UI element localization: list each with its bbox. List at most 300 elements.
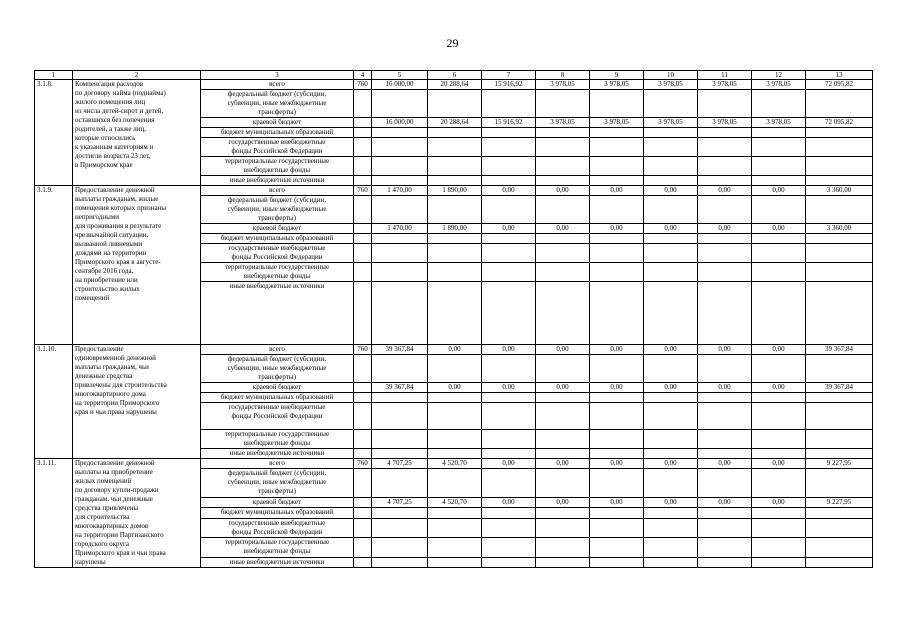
description-line: непригодными — [75, 213, 120, 221]
value-cell — [752, 557, 806, 567]
column-header-6: 6 — [428, 71, 482, 80]
value-cell — [644, 138, 698, 157]
value-cell — [536, 282, 590, 345]
description-line: единовременной денежной — [75, 354, 156, 362]
funding-source-line: внебюджетные фонды — [243, 547, 311, 556]
description-line: многоквартирных домов — [75, 522, 149, 530]
value-cell — [372, 90, 428, 118]
funding-source-line: всего — [269, 80, 285, 88]
value-cell — [590, 138, 644, 157]
description-line: которые относились — [75, 134, 136, 142]
description-line: средства привлечены — [75, 504, 139, 512]
value-cell: 0,00 — [752, 459, 806, 469]
value-cell — [428, 263, 482, 282]
value-cell — [590, 157, 644, 176]
column-header-13: 13 — [806, 71, 873, 80]
funding-source-line: территориальные государственные — [224, 157, 330, 165]
value-cell — [644, 518, 698, 538]
code-cell — [354, 469, 372, 498]
value-cell — [698, 469, 752, 498]
funding-source-line: иные внебюджетные источники — [229, 449, 325, 457]
value-cell — [806, 538, 873, 558]
value-cell — [482, 403, 536, 430]
code-cell — [354, 355, 372, 383]
funding-source — [201, 538, 354, 558]
description-line: выплаты гражданам, чьи — [75, 363, 149, 371]
description-line: помещения которых признаны — [75, 204, 167, 212]
value-cell — [590, 508, 644, 518]
funding-source-line: бюджет муниципальных образований — [220, 393, 334, 401]
value-cell: 0,00 — [482, 459, 536, 469]
value-cell — [752, 449, 806, 459]
description-line: края и чьи права нарушены — [75, 408, 157, 416]
value-cell: 0,00 — [752, 224, 806, 234]
value-cell — [698, 244, 752, 263]
value-cell — [752, 430, 806, 449]
funding-source-line: внебюджетные фонды — [243, 166, 311, 174]
value-cell — [752, 282, 806, 345]
funding-source — [201, 383, 354, 393]
value-cell — [644, 469, 698, 498]
funding-source — [201, 224, 354, 234]
value-cell: 3 978,05 — [536, 118, 590, 128]
value-cell — [698, 128, 752, 138]
value-cell — [806, 128, 873, 138]
value-cell — [752, 157, 806, 176]
section-id: 3.1.9. — [35, 186, 73, 345]
funding-source — [201, 355, 354, 383]
value-cell — [806, 234, 873, 244]
description-line: привлечены для строительства — [75, 381, 167, 389]
value-cell — [536, 508, 590, 518]
description-line: на приобретение или — [75, 276, 138, 284]
value-cell — [536, 244, 590, 263]
value-cell — [644, 557, 698, 567]
column-header-3: 3 — [201, 71, 354, 80]
value-cell: 0,00 — [644, 224, 698, 234]
funding-source-line: всего — [269, 186, 285, 194]
description-line: на территории Приморского — [75, 399, 160, 407]
value-cell: 0,00 — [482, 383, 536, 393]
funding-source-line: государственные внебюджетные — [228, 518, 326, 527]
value-cell — [428, 518, 482, 538]
value-cell — [644, 282, 698, 345]
value-cell — [536, 138, 590, 157]
code-cell — [354, 383, 372, 393]
value-cell — [536, 449, 590, 459]
funding-source-line: трансферты) — [258, 487, 296, 496]
value-cell: 3 360,00 — [806, 186, 873, 196]
value-cell — [536, 430, 590, 449]
table-row — [35, 459, 873, 469]
value-cell — [536, 128, 590, 138]
value-cell — [752, 508, 806, 518]
value-cell — [536, 403, 590, 430]
description-line: нарушены — [75, 558, 106, 566]
value-cell: 20 288,64 — [428, 80, 482, 90]
value-cell — [752, 244, 806, 263]
value-cell: 0,00 — [644, 498, 698, 508]
funding-source — [201, 244, 354, 263]
value-cell: 15 916,92 — [482, 118, 536, 128]
value-cell — [482, 234, 536, 244]
value-cell — [698, 393, 752, 403]
code-cell: 760 — [354, 345, 372, 355]
funding-source-line: внебюджетные фонды — [243, 272, 311, 280]
value-cell: 0,00 — [698, 459, 752, 469]
description-line: на территории Партизанского — [75, 531, 164, 539]
value-cell — [698, 449, 752, 459]
value-cell — [806, 508, 873, 518]
description-line: Предоставление денежной — [75, 186, 155, 194]
value-cell: 0,00 — [482, 498, 536, 508]
code-cell — [354, 118, 372, 128]
value-cell — [644, 449, 698, 459]
value-cell — [806, 196, 873, 224]
value-cell — [806, 90, 873, 118]
value-cell: 9 227,95 — [806, 459, 873, 469]
funding-source-line: бюджет муниципальных образований — [220, 508, 334, 517]
code-cell — [354, 282, 372, 345]
value-cell — [590, 538, 644, 558]
funding-source-line: трансферты) — [258, 108, 296, 116]
funding-source-line: федеральный бюджет (субсидии, — [227, 469, 327, 478]
value-cell — [482, 557, 536, 567]
value-cell: 3 978,05 — [752, 118, 806, 128]
value-cell — [482, 518, 536, 538]
funding-source — [201, 196, 354, 224]
value-cell: 0,00 — [644, 345, 698, 355]
funding-source — [201, 459, 354, 469]
column-header-4: 4 — [354, 71, 372, 80]
value-cell: 0,00 — [536, 186, 590, 196]
value-cell: 0,00 — [590, 498, 644, 508]
value-cell — [482, 176, 536, 186]
column-header-11: 11 — [698, 71, 752, 80]
value-cell: 72 095,82 — [806, 80, 873, 90]
funding-source — [201, 345, 354, 355]
value-cell — [372, 157, 428, 176]
value-cell — [752, 90, 806, 118]
description-line: к указанным категориям и — [75, 143, 154, 151]
funding-source — [201, 118, 354, 128]
description-line: по договору купли-продажи — [75, 486, 159, 494]
value-cell — [590, 244, 644, 263]
description-line: Компенсация расходов — [75, 80, 143, 88]
description-line: денежные средства — [75, 372, 133, 380]
value-cell — [428, 176, 482, 186]
value-cell — [752, 403, 806, 430]
value-cell — [372, 518, 428, 538]
value-cell: 15 916,92 — [482, 80, 536, 90]
value-cell — [698, 355, 752, 383]
value-cell — [482, 244, 536, 263]
description-line: для проживания в результате — [75, 222, 162, 230]
value-cell — [806, 449, 873, 459]
value-cell — [590, 403, 644, 430]
value-cell: 39 367,84 — [372, 383, 428, 393]
description-line: Предоставление денежной — [75, 459, 155, 467]
funding-source-line: фонды Российской Федерации — [231, 253, 323, 261]
funding-source-line: субвенции, иные межбюджетные — [227, 99, 327, 107]
value-cell — [372, 557, 428, 567]
description-line: родителей, а также лиц, — [75, 125, 146, 133]
value-cell — [372, 263, 428, 282]
column-header-1: 1 — [35, 71, 73, 80]
description-line: жилого помещения лиц — [75, 98, 146, 106]
value-cell — [482, 138, 536, 157]
value-cell — [806, 263, 873, 282]
value-cell: 0,00 — [752, 345, 806, 355]
value-cell: 20 288,64 — [428, 118, 482, 128]
code-cell — [354, 393, 372, 403]
value-cell — [752, 128, 806, 138]
funding-source — [201, 128, 354, 138]
code-cell — [354, 224, 372, 234]
value-cell — [752, 176, 806, 186]
value-cell — [482, 128, 536, 138]
value-cell — [536, 234, 590, 244]
value-cell — [372, 469, 428, 498]
value-cell — [482, 508, 536, 518]
value-cell: 0,00 — [590, 224, 644, 234]
value-cell — [590, 90, 644, 118]
code-cell: 760 — [354, 186, 372, 196]
value-cell — [752, 138, 806, 157]
funding-source-line: федеральный бюджет (субсидии, — [227, 196, 327, 204]
funding-source — [201, 90, 354, 118]
funding-source-line: государственные внебюджетные — [228, 244, 326, 252]
value-cell — [482, 538, 536, 558]
value-cell — [752, 518, 806, 538]
value-cell — [482, 469, 536, 498]
value-cell: 16 000,00 — [372, 80, 428, 90]
funding-source-line: территориальные государственные — [224, 430, 330, 438]
value-cell: 0,00 — [698, 224, 752, 234]
description-line: гражданам, чьи денежные — [75, 495, 153, 503]
value-cell: 4 707,25 — [372, 459, 428, 469]
value-cell — [806, 138, 873, 157]
value-cell — [428, 403, 482, 430]
value-cell: 1 470,00 — [372, 224, 428, 234]
header-row — [35, 71, 873, 80]
description-line: из числа детей-сирот и детей, — [75, 107, 164, 115]
funding-source-line: субвенции, иные межбюджетные — [227, 478, 327, 487]
value-cell — [372, 234, 428, 244]
value-cell: 0,00 — [482, 224, 536, 234]
value-cell — [590, 282, 644, 345]
value-cell: 0,00 — [536, 459, 590, 469]
value-cell — [372, 508, 428, 518]
value-cell — [752, 196, 806, 224]
value-cell — [428, 282, 482, 345]
section-id: 3.1.11. — [35, 459, 73, 568]
value-cell — [698, 557, 752, 567]
value-cell — [372, 138, 428, 157]
description-line: выплаты на приобретение — [75, 468, 153, 476]
code-cell: 760 — [354, 459, 372, 469]
value-cell: 4 520,70 — [428, 498, 482, 508]
value-cell — [698, 518, 752, 538]
funding-source-line: бюджет муниципальных образований — [220, 128, 334, 136]
value-cell: 3 978,05 — [590, 118, 644, 128]
code-cell — [354, 518, 372, 538]
value-cell — [482, 393, 536, 403]
value-cell — [482, 449, 536, 459]
column-header-7: 7 — [482, 71, 536, 80]
funding-source-line: государственные внебюджетные — [228, 403, 326, 411]
value-cell — [372, 403, 428, 430]
section-description — [73, 186, 201, 345]
code-cell — [354, 498, 372, 508]
code-cell — [354, 128, 372, 138]
value-cell: 0,00 — [428, 383, 482, 393]
section-id: 3.1.10. — [35, 345, 73, 459]
value-cell — [806, 176, 873, 186]
funding-source — [201, 403, 354, 430]
value-cell: 1 470,00 — [372, 186, 428, 196]
value-cell — [806, 518, 873, 538]
funding-source-line: краевой бюджет — [252, 383, 302, 391]
value-cell: 0,00 — [644, 186, 698, 196]
value-cell: 4 707,25 — [372, 498, 428, 508]
value-cell — [536, 355, 590, 383]
code-cell — [354, 196, 372, 224]
value-cell: 0,00 — [698, 498, 752, 508]
funding-source — [201, 430, 354, 449]
funding-source — [201, 157, 354, 176]
value-cell — [428, 393, 482, 403]
code-cell: 760 — [354, 80, 372, 90]
column-header-12: 12 — [752, 71, 806, 80]
value-cell — [644, 355, 698, 383]
value-cell — [428, 157, 482, 176]
funding-source-line: иные внебюджетные источники — [229, 282, 325, 290]
value-cell — [482, 355, 536, 383]
value-cell — [644, 263, 698, 282]
value-cell — [752, 393, 806, 403]
value-cell — [428, 557, 482, 567]
value-cell: 0,00 — [482, 345, 536, 355]
value-cell — [428, 234, 482, 244]
value-cell: 0,00 — [590, 383, 644, 393]
value-cell — [536, 196, 590, 224]
value-cell — [752, 469, 806, 498]
value-cell: 0,00 — [428, 345, 482, 355]
code-cell — [354, 538, 372, 558]
funding-source-line: фонды Российской Федерации — [231, 147, 323, 155]
value-cell — [428, 90, 482, 118]
description-line: Приморского края и чьи права — [75, 549, 166, 557]
column-header-5: 5 — [372, 71, 428, 80]
value-cell — [428, 508, 482, 518]
description-line: по договору найма (поднайма) — [75, 89, 166, 97]
value-cell: 4 520,70 — [428, 459, 482, 469]
value-cell — [590, 355, 644, 383]
funding-source-line: фонды Российской Федерации — [231, 527, 323, 536]
description-line: вызванной ливневыми — [75, 240, 143, 248]
description-line: многоквартирного дома — [75, 390, 146, 398]
funding-source-line: краевой бюджет — [252, 118, 302, 126]
description-line: строительство жилых — [75, 285, 140, 293]
table-body — [35, 71, 873, 568]
value-cell — [536, 393, 590, 403]
value-cell — [644, 157, 698, 176]
section-description — [73, 459, 201, 568]
value-cell — [482, 430, 536, 449]
value-cell — [644, 538, 698, 558]
code-cell — [354, 430, 372, 449]
value-cell: 3 978,05 — [590, 80, 644, 90]
value-cell — [698, 430, 752, 449]
value-cell: 3 978,05 — [644, 80, 698, 90]
description-line: сентябре 2016 года, — [75, 267, 134, 275]
code-cell — [354, 263, 372, 282]
value-cell — [590, 176, 644, 186]
funding-source-line: государственные внебюджетные — [228, 138, 326, 146]
value-cell — [644, 90, 698, 118]
value-cell: 0,00 — [698, 383, 752, 393]
code-cell — [354, 157, 372, 176]
funding-source — [201, 186, 354, 196]
value-cell — [428, 128, 482, 138]
value-cell — [536, 557, 590, 567]
value-cell: 0,00 — [590, 459, 644, 469]
table-row — [35, 80, 873, 90]
section-id: 3.1.8. — [35, 80, 73, 186]
funding-source-line: трансферты) — [258, 373, 296, 381]
value-cell — [644, 403, 698, 430]
value-cell — [644, 234, 698, 244]
value-cell — [536, 176, 590, 186]
value-cell — [372, 128, 428, 138]
value-cell: 72 095,82 — [806, 118, 873, 128]
value-cell — [482, 90, 536, 118]
budget-table — [34, 70, 873, 568]
column-header-9: 9 — [590, 71, 644, 80]
value-cell: 0,00 — [752, 186, 806, 196]
value-cell: 39 367,84 — [806, 345, 873, 355]
value-cell: 0,00 — [698, 345, 752, 355]
code-cell — [354, 557, 372, 567]
value-cell: 1 890,00 — [428, 224, 482, 234]
column-header-8: 8 — [536, 71, 590, 80]
funding-source — [201, 469, 354, 498]
value-cell — [590, 196, 644, 224]
value-cell — [644, 176, 698, 186]
funding-source-line: территориальные государственные — [224, 263, 330, 271]
value-cell — [372, 538, 428, 558]
value-cell — [806, 557, 873, 567]
description-line: достигли возраста 23 лет, — [75, 152, 151, 160]
value-cell: 3 978,05 — [698, 80, 752, 90]
value-cell: 0,00 — [482, 186, 536, 196]
value-cell: 0,00 — [590, 345, 644, 355]
value-cell — [698, 234, 752, 244]
funding-source-line: территориальные государственные — [224, 538, 330, 547]
column-header-2: 2 — [73, 71, 201, 80]
value-cell — [590, 449, 644, 459]
value-cell — [806, 430, 873, 449]
value-cell — [590, 518, 644, 538]
value-cell — [372, 430, 428, 449]
funding-source-line: бюджет муниципальных образований — [220, 234, 334, 242]
funding-source — [201, 234, 354, 244]
code-cell — [354, 138, 372, 157]
code-cell — [354, 176, 372, 186]
value-cell — [428, 355, 482, 383]
value-cell — [536, 518, 590, 538]
